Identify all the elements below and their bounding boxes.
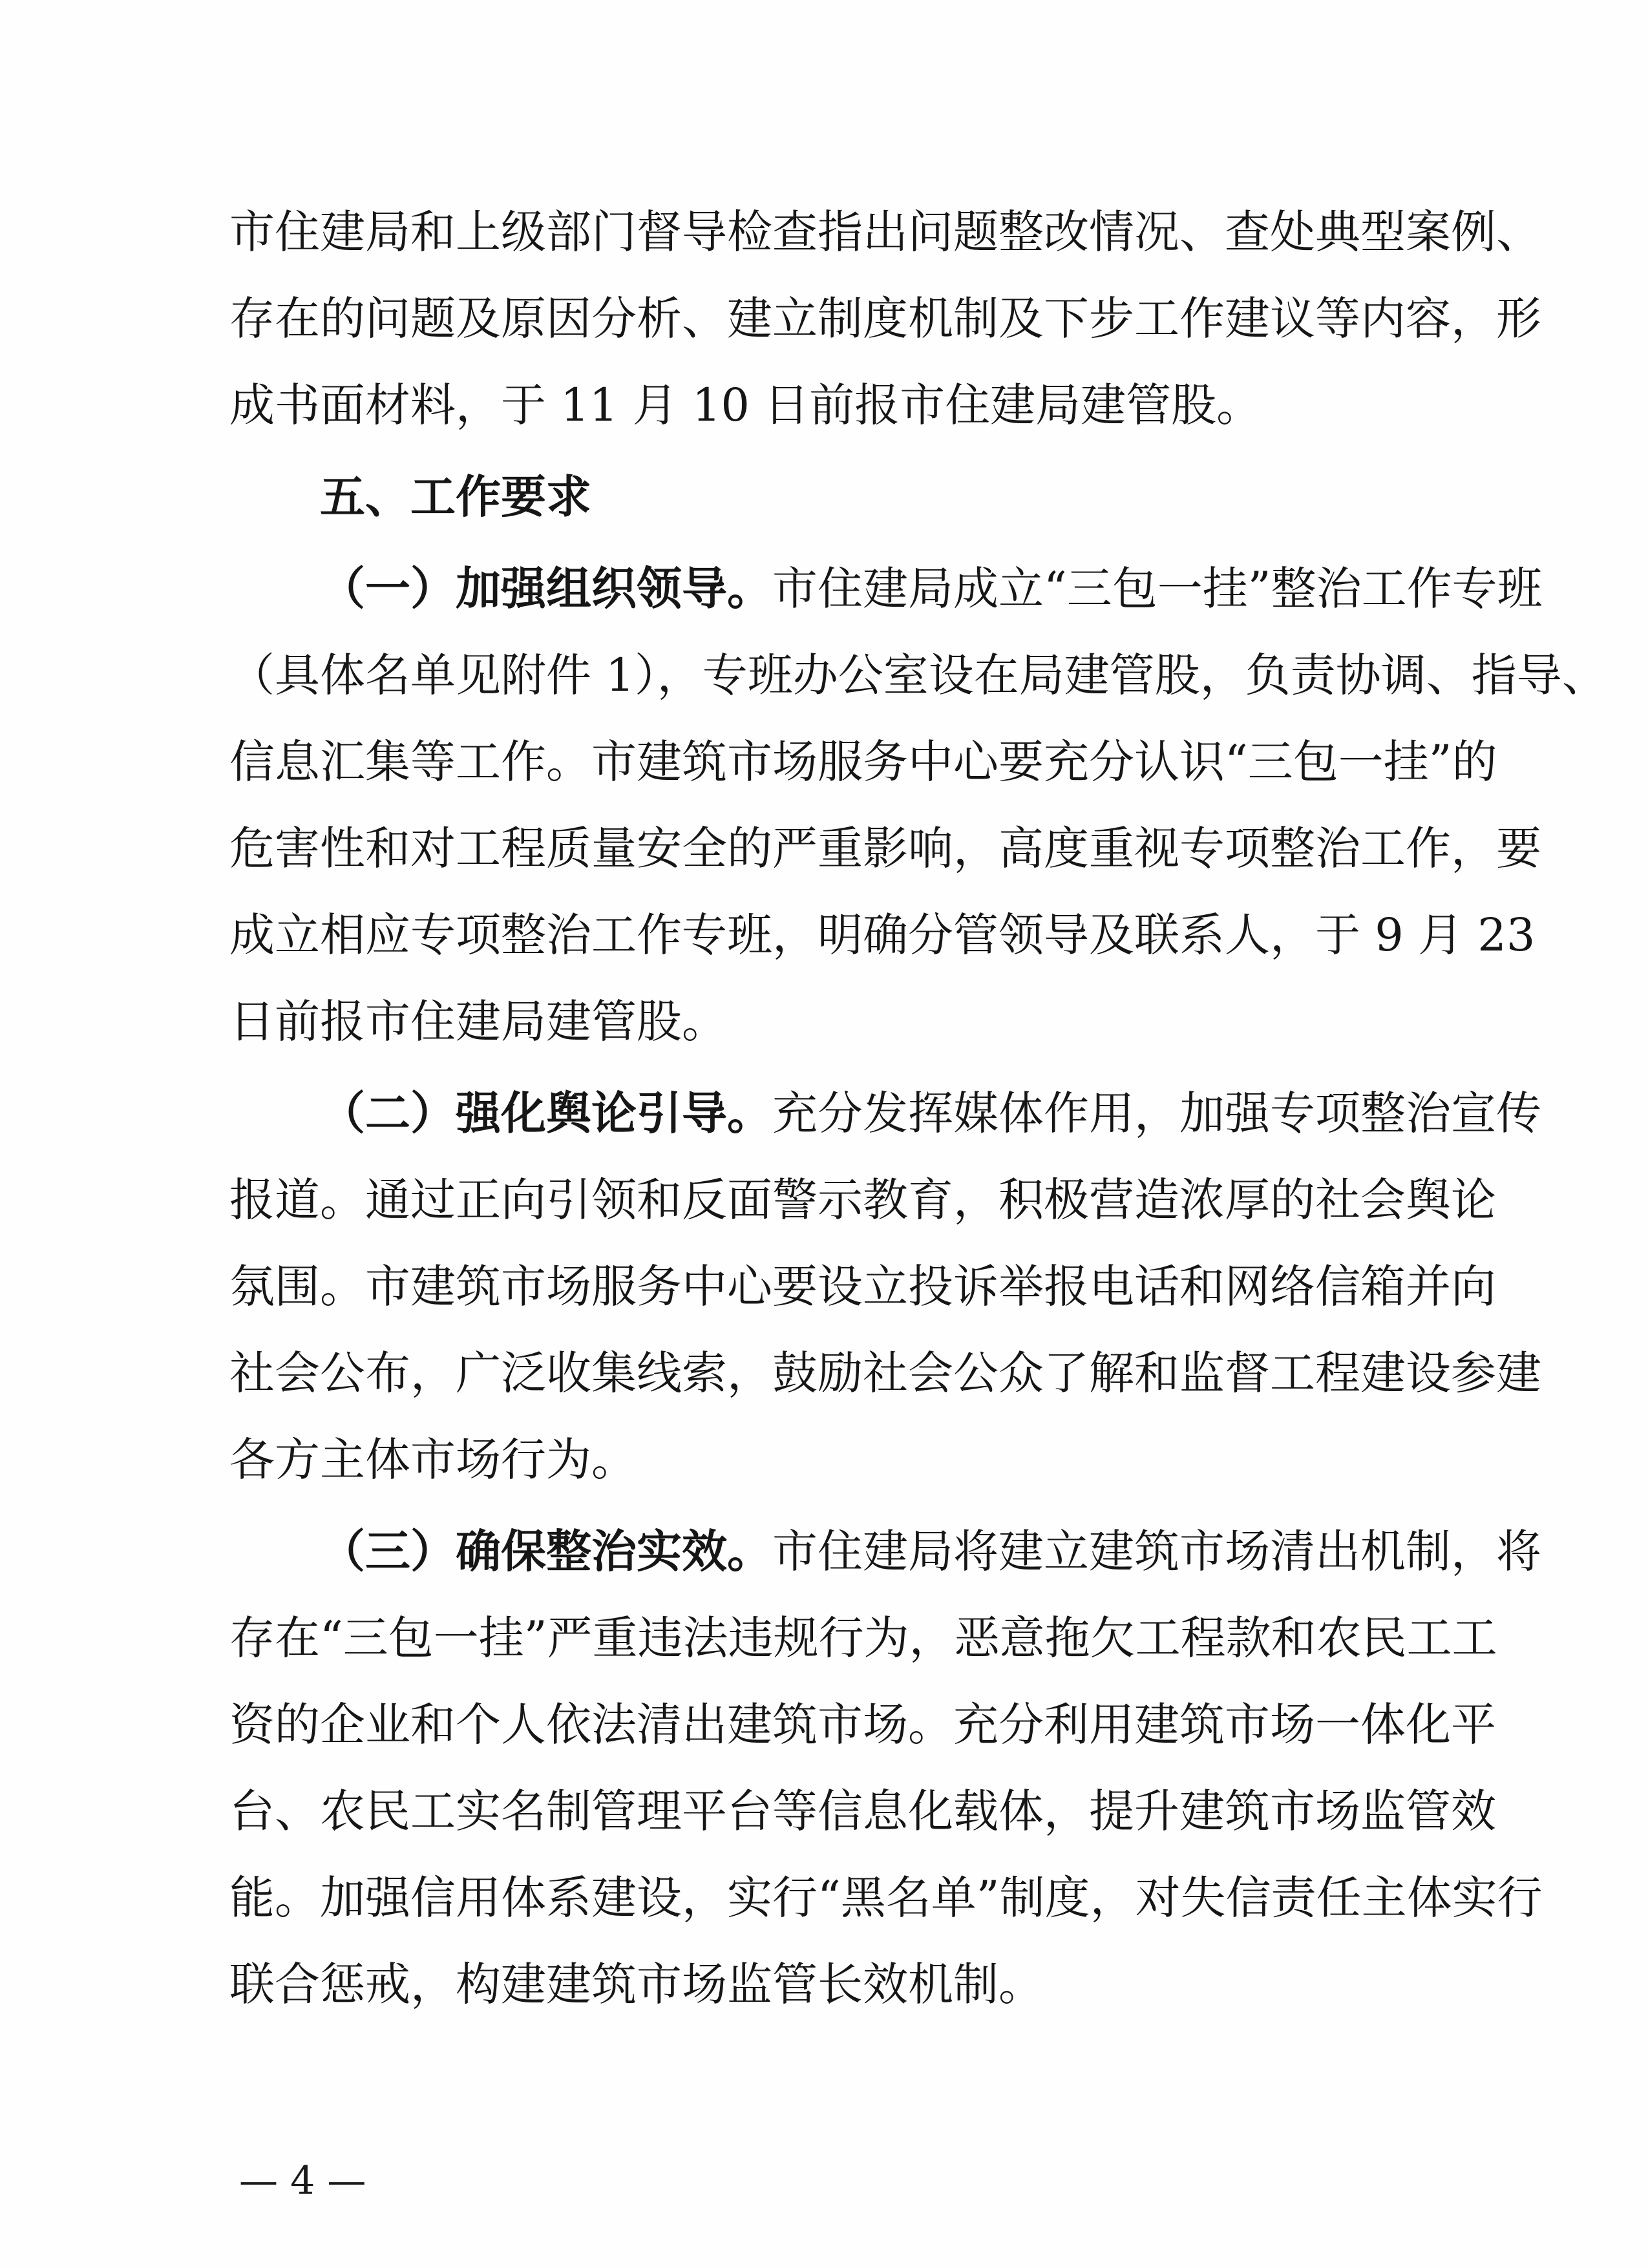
paragraph-rectification-effect — [229, 1508, 1543, 2028]
paragraph-heading: （二）强化舆论引导。 — [320, 1087, 772, 1140]
text-line: 成书面材料，于 11 月 10 日前报市住建局建管股。 — [229, 379, 1262, 432]
paragraph-public-opinion — [229, 1070, 1541, 1503]
text-line: 存在的问题及原因分析、建立制度机制及下步工作建议等内容，形 — [229, 292, 1541, 345]
document-body — [229, 189, 1607, 2028]
paragraph-heading: （一）加强组织领导。 — [320, 562, 772, 615]
text-line: 资的企业和个人依法清出建筑市场。充分利用建筑市场一体化平 — [229, 1698, 1496, 1751]
page-number: — 4 — — [239, 2158, 366, 2203]
text-line: 危害性和对工程质量安全的严重影响，高度重视专项整治工作，要 — [229, 822, 1541, 875]
text-line — [229, 545, 1543, 632]
paragraph-organization-leadership — [229, 545, 1607, 1065]
text-run: 充分发挥媒体作用，加强专项整治宣传 — [772, 1087, 1541, 1140]
paragraph-heading: （三）确保整治实效。 — [320, 1525, 772, 1578]
text-line: 氛围。市建筑市场服务中心要设立投诉举报电话和网络信箱并向 — [229, 1260, 1496, 1313]
text-line: 日前报市住建局建管股。 — [229, 995, 727, 1048]
text-line: 台、农民工实名制管理平台等信息化载体，提升建筑市场监管效 — [229, 1785, 1496, 1838]
text-line: 能。加强信用体系建设，实行“黑名单”制度，对失信责任主体实行 — [229, 1871, 1543, 1924]
text-line: 信息汇集等工作。市建筑市场服务中心要充分认识“三包一挂”的 — [229, 735, 1497, 788]
text-line — [229, 1070, 1541, 1157]
text-line — [229, 1508, 1541, 1595]
text-line: 各方主体市场行为。 — [229, 1433, 637, 1486]
text-line: 市住建局和上级部门督导检查指出问题整改情况、查处典型案例、 — [229, 205, 1541, 258]
text-line: 联合惩戒，构建建筑市场监管长效机制。 — [229, 1958, 1044, 2011]
continuation-paragraph — [229, 189, 1541, 448]
text-line: 社会公布，广泛收集线索，鼓励社会公众了解和监督工程建设参建 — [229, 1347, 1541, 1400]
text-line: 存在“三包一挂”严重违法违规行为，恶意拖欠工程款和农民工工 — [229, 1612, 1497, 1664]
text-line: 报道。通过正向引领和反面警示教育，积极营造浓厚的社会舆论 — [229, 1173, 1496, 1226]
text-line: （具体名单见附件 1），专班办公室设在局建管股，负责协调、指导、 — [229, 649, 1607, 702]
text-run: 市住建局将建立建筑市场清出机制，将 — [772, 1525, 1541, 1578]
text-line: 成立相应专项整治工作专班，明确分管领导及联系人，于 9 月 23 — [229, 908, 1536, 961]
text-run: 市住建局成立“三包一挂”整治工作专班 — [772, 562, 1543, 615]
section-heading: 五、工作要求 — [320, 470, 591, 523]
